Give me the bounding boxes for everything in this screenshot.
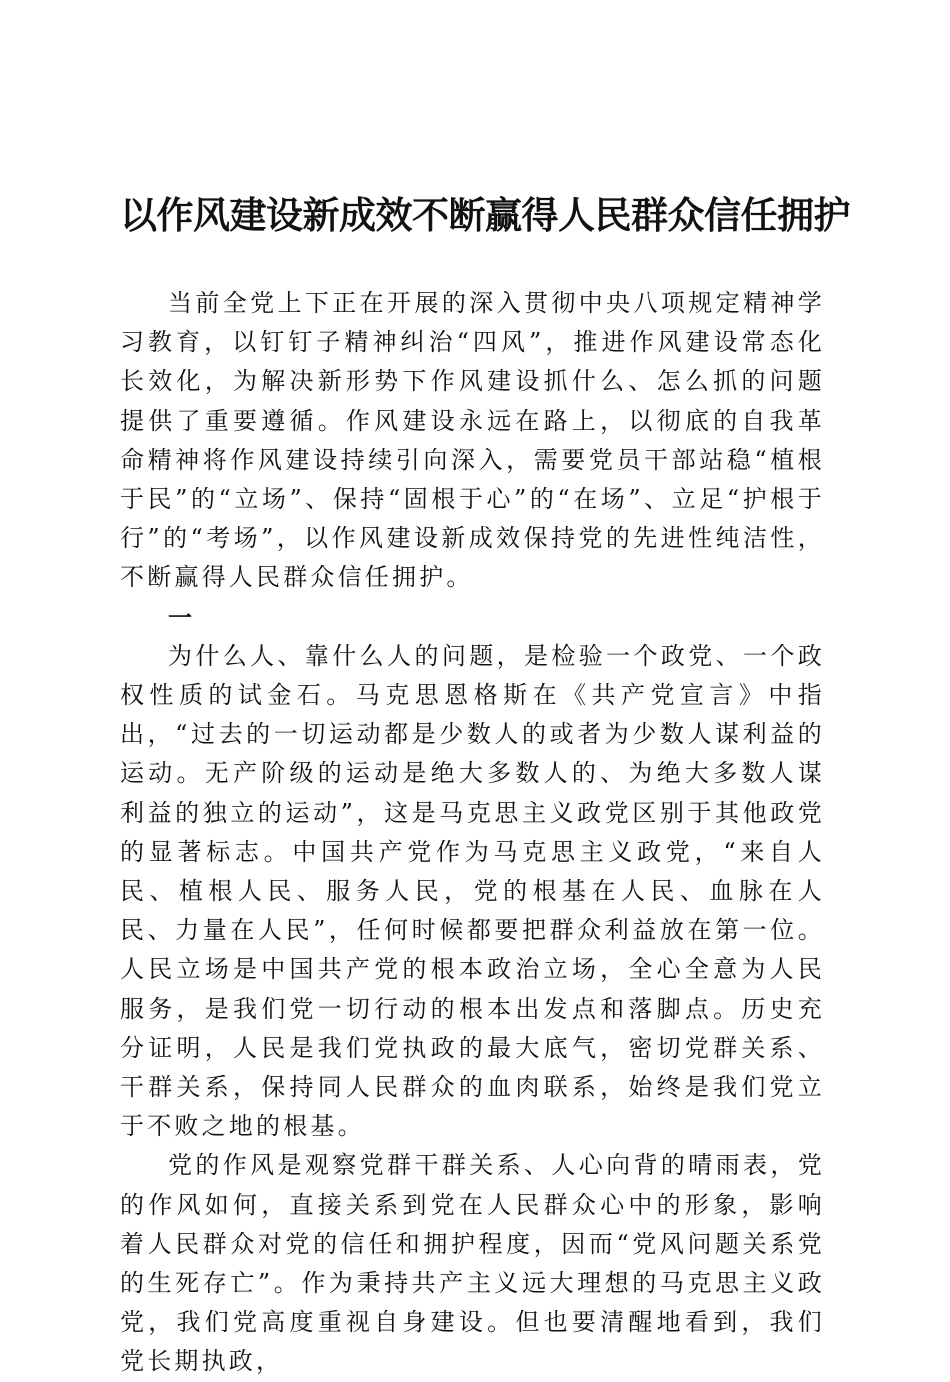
document-page bbox=[120, 0, 850, 1376]
body-paragraph: 党的作风是观察党群干群关系、人心向背的晴雨表，党的作风如何，直接关系到党在人民群众心中的形象，影响着人民群众对党的信任和拥护程度，因而“党风问题关系党的生死存亡”。作为秉持共产主义远大理想的马克思主义政党，我们党高度重视自身建设。但也要清醒地看到，我们党长期执政， bbox=[120, 1151, 825, 1376]
document-body bbox=[120, 284, 825, 1382]
body-paragraph: 为什么人、靠什么人的问题，是检验一个政党、一个政权性质的试金石。马克思恩格斯在《共产党宣言》中指出，“过去的一切运动都是少数人的或者为少数人谋利益的运动。无产阶级的运动是绝大多数人的、为绝大多数人谋利益的独立的运动”，这是马克思主义政党区别于其他政党的显著标志。中国共产党作为马克思主义政党，“来自人民、植根人民、服务人民，党的根基在人民、血脉在人民、力量在人民”，任何时候都要把群众利益放在第一位。人民立场是中国共产党的根本政治立场，全心全意为人民服务，是我们党一切行动的根本出发点和落脚点。历史充分证明，人民是我们党执政的最大底气，密切党群关系、干群关系，保持同人民群众的血肉联系，始终是我们党立于不败之地的根基。 bbox=[120, 641, 825, 1141]
intro-paragraph: 当前全党上下正在开展的深入贯彻中央八项规定精神学习教育，以钉钉子精神纠治“四风”，推进作风建设常态化长效化，为解决新形势下作风建设抓什么、怎么抓的问题提供了重要遵循。作风建设永远在路上，以彻底的自我革命精神将作风建设持续引向深入，需要党员干部站稳“植根于民”的“立场”、保持“固根于心”的“在场”、立足“护根于行”的“考场”，以作风建设新成效保持党的先进性纯洁性，不断赢得人民群众信任拥护。 bbox=[120, 289, 825, 592]
section-marker: 一 bbox=[168, 602, 192, 632]
document-title: 以作风建设新成效不断赢得人民群众信任拥护 bbox=[120, 193, 850, 237]
